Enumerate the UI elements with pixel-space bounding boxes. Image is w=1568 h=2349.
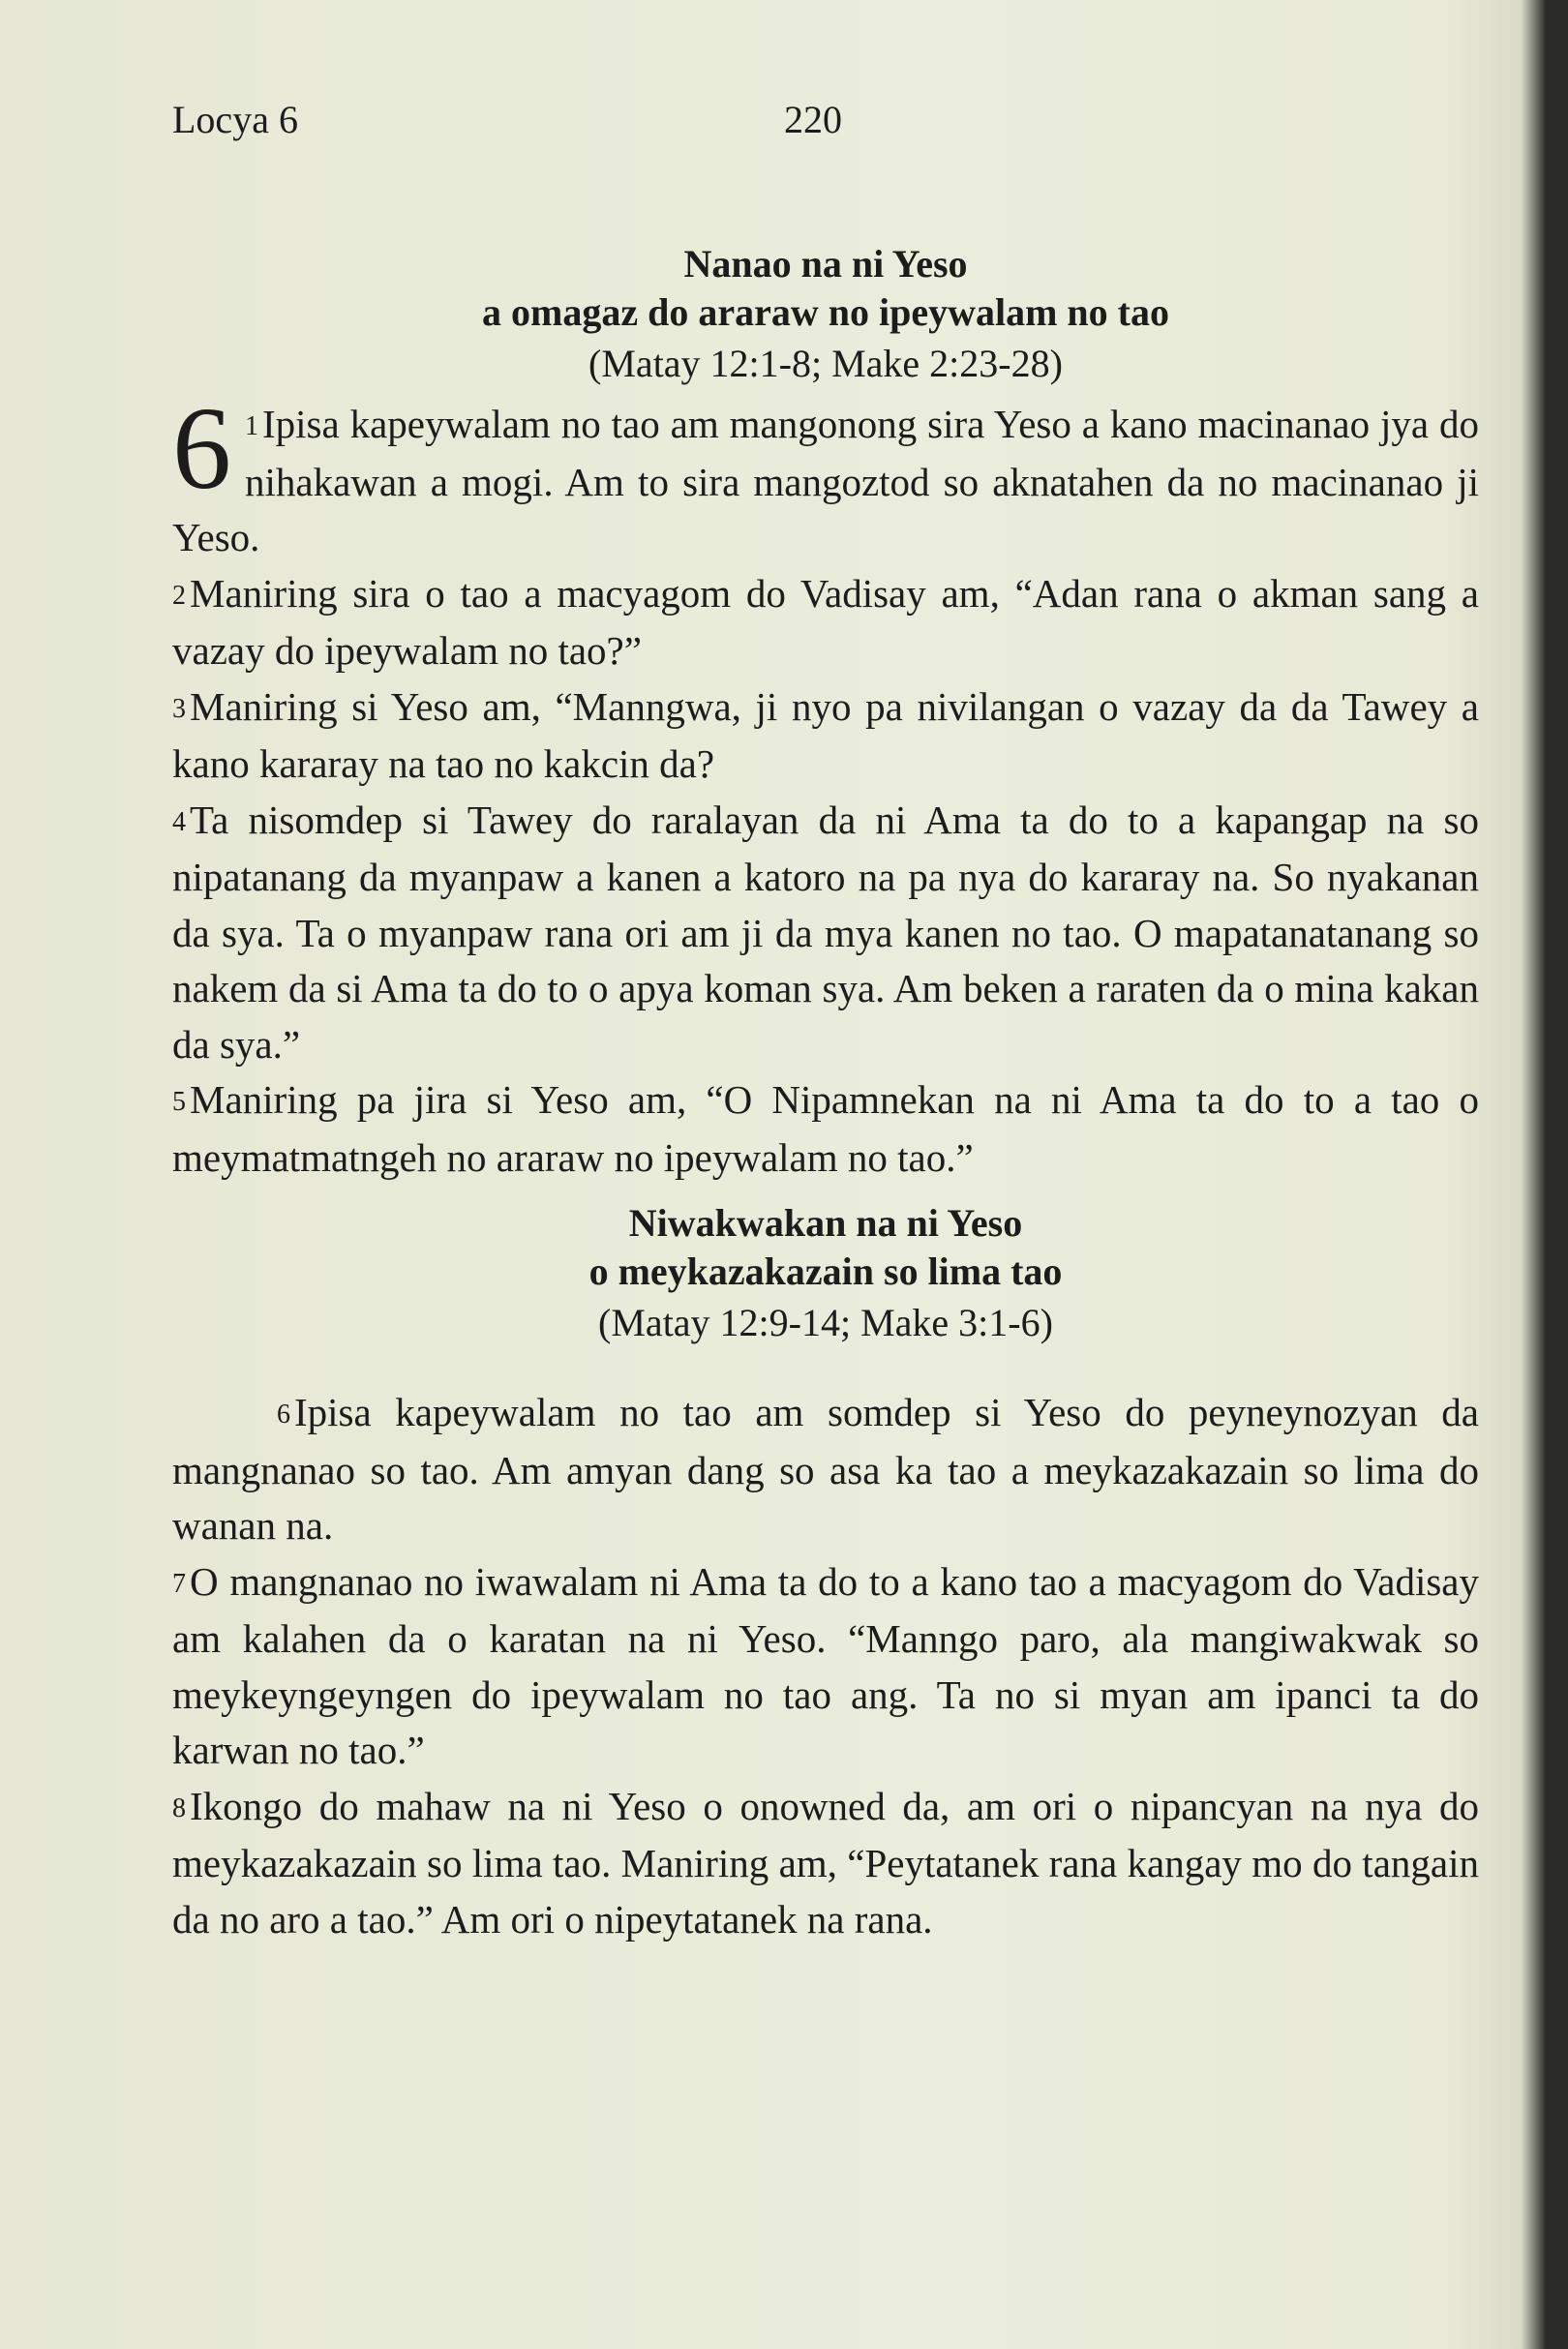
section-title-line: o meykazakazain so lima tao xyxy=(588,1250,1063,1293)
verse-text: Ipisa kapeywalam no tao am somdep si Yeso do peyneynozyan da mangnanao so tao. Am amyan dang so asa ka tao a meykazakazain so lima do wanan na. xyxy=(172,1390,1479,1548)
chapter-number: 6 xyxy=(172,383,231,514)
verse xyxy=(172,1385,1479,1554)
verse-number: 4 xyxy=(172,806,186,837)
verse-text: O mangnanao no iwawalam ni Ama ta do to a kano tao a macyagom do Vadisay am kalahen da o karatan na ni Yeso. “Manngo paro, ala mangiwakwak so meykeyngeyngen do ipeywalam no tao ang. Ta no si myan am ipanci ta do karwan no tao.” xyxy=(172,1558,1479,1772)
verse-text: Maniring sira o tao a macyagom do Vadisay am, “Adan rana o akman sang a vazay do ipeywalam no tao?” xyxy=(172,570,1479,673)
verse xyxy=(172,1779,1479,1948)
spacer xyxy=(172,1356,1479,1385)
verse xyxy=(172,566,1479,679)
section-reference: (Matay 12:1-8; Make 2:23-28) xyxy=(588,342,1063,385)
page-number: 220 xyxy=(784,98,842,141)
text-block xyxy=(172,240,1479,1947)
verse-number: 6 xyxy=(277,1400,290,1430)
verse xyxy=(172,679,1479,793)
verse-number: 3 xyxy=(172,693,186,724)
verse-number: 7 xyxy=(172,1568,186,1599)
verse xyxy=(172,793,1479,1073)
section-title-line: Niwakwakan na ni Yeso xyxy=(628,1201,1023,1245)
section-title-line: Nanao na ni Yeso xyxy=(683,242,968,286)
verse-text: Maniring si Yeso am, “Manngwa, ji nyo pa nivilangan o vazay da da Tawey a kano kararay na tao no kakcin da? xyxy=(172,683,1479,786)
verse-number: 5 xyxy=(172,1087,186,1117)
section-title-line: a omagaz do araraw no ipeywalam no tao xyxy=(482,290,1169,334)
verse-text: Ipisa kapeywalam no tao am mangonong sira Yeso a kano macinanao jya do nihakawan a mogi. Am to sira mangoztod so aknatahen da no macinanao ji Yeso. xyxy=(172,402,1479,559)
verse-number: 2 xyxy=(172,580,186,611)
verse xyxy=(172,383,1479,566)
verse-text: Maniring pa jira si Yeso am, “O Nipamnekan na ni Ama ta do to a tao o meymatmatngeh no araraw no ipeywalam no tao.” xyxy=(172,1077,1479,1180)
verse-text: Ta nisomdep si Tawey do raralayan da ni Ama ta do to a kapangap na so nipatanang da myanpaw a kanen a katoro na pa nya do kararay na. So nyakanan da sya. Ta o myanpaw rana ori am ji da mya kanen no tao. O mapatanatanang so nakem da si Ama ta do to o apya koman sya. Am beken a raraten da o mina kakan da sya.” xyxy=(172,797,1479,1067)
verse-text: Ikongo do mahaw na ni Yeso o onowned da, am ori o nipancyan na nya do meykazakazain so lima tao. Maniring am, “Peytatanek rana kangay mo do tangain da no aro a tao.” Am ori o nipeytatanek na rana. xyxy=(172,1783,1479,1942)
running-head: Locya 6 xyxy=(172,98,298,141)
section-reference: (Matay 12:9-14; Make 3:1-6) xyxy=(598,1301,1053,1344)
verse-number: 8 xyxy=(172,1792,186,1823)
verse-number: 1 xyxy=(245,411,258,441)
verse xyxy=(172,1554,1479,1779)
verse xyxy=(172,1072,1479,1186)
